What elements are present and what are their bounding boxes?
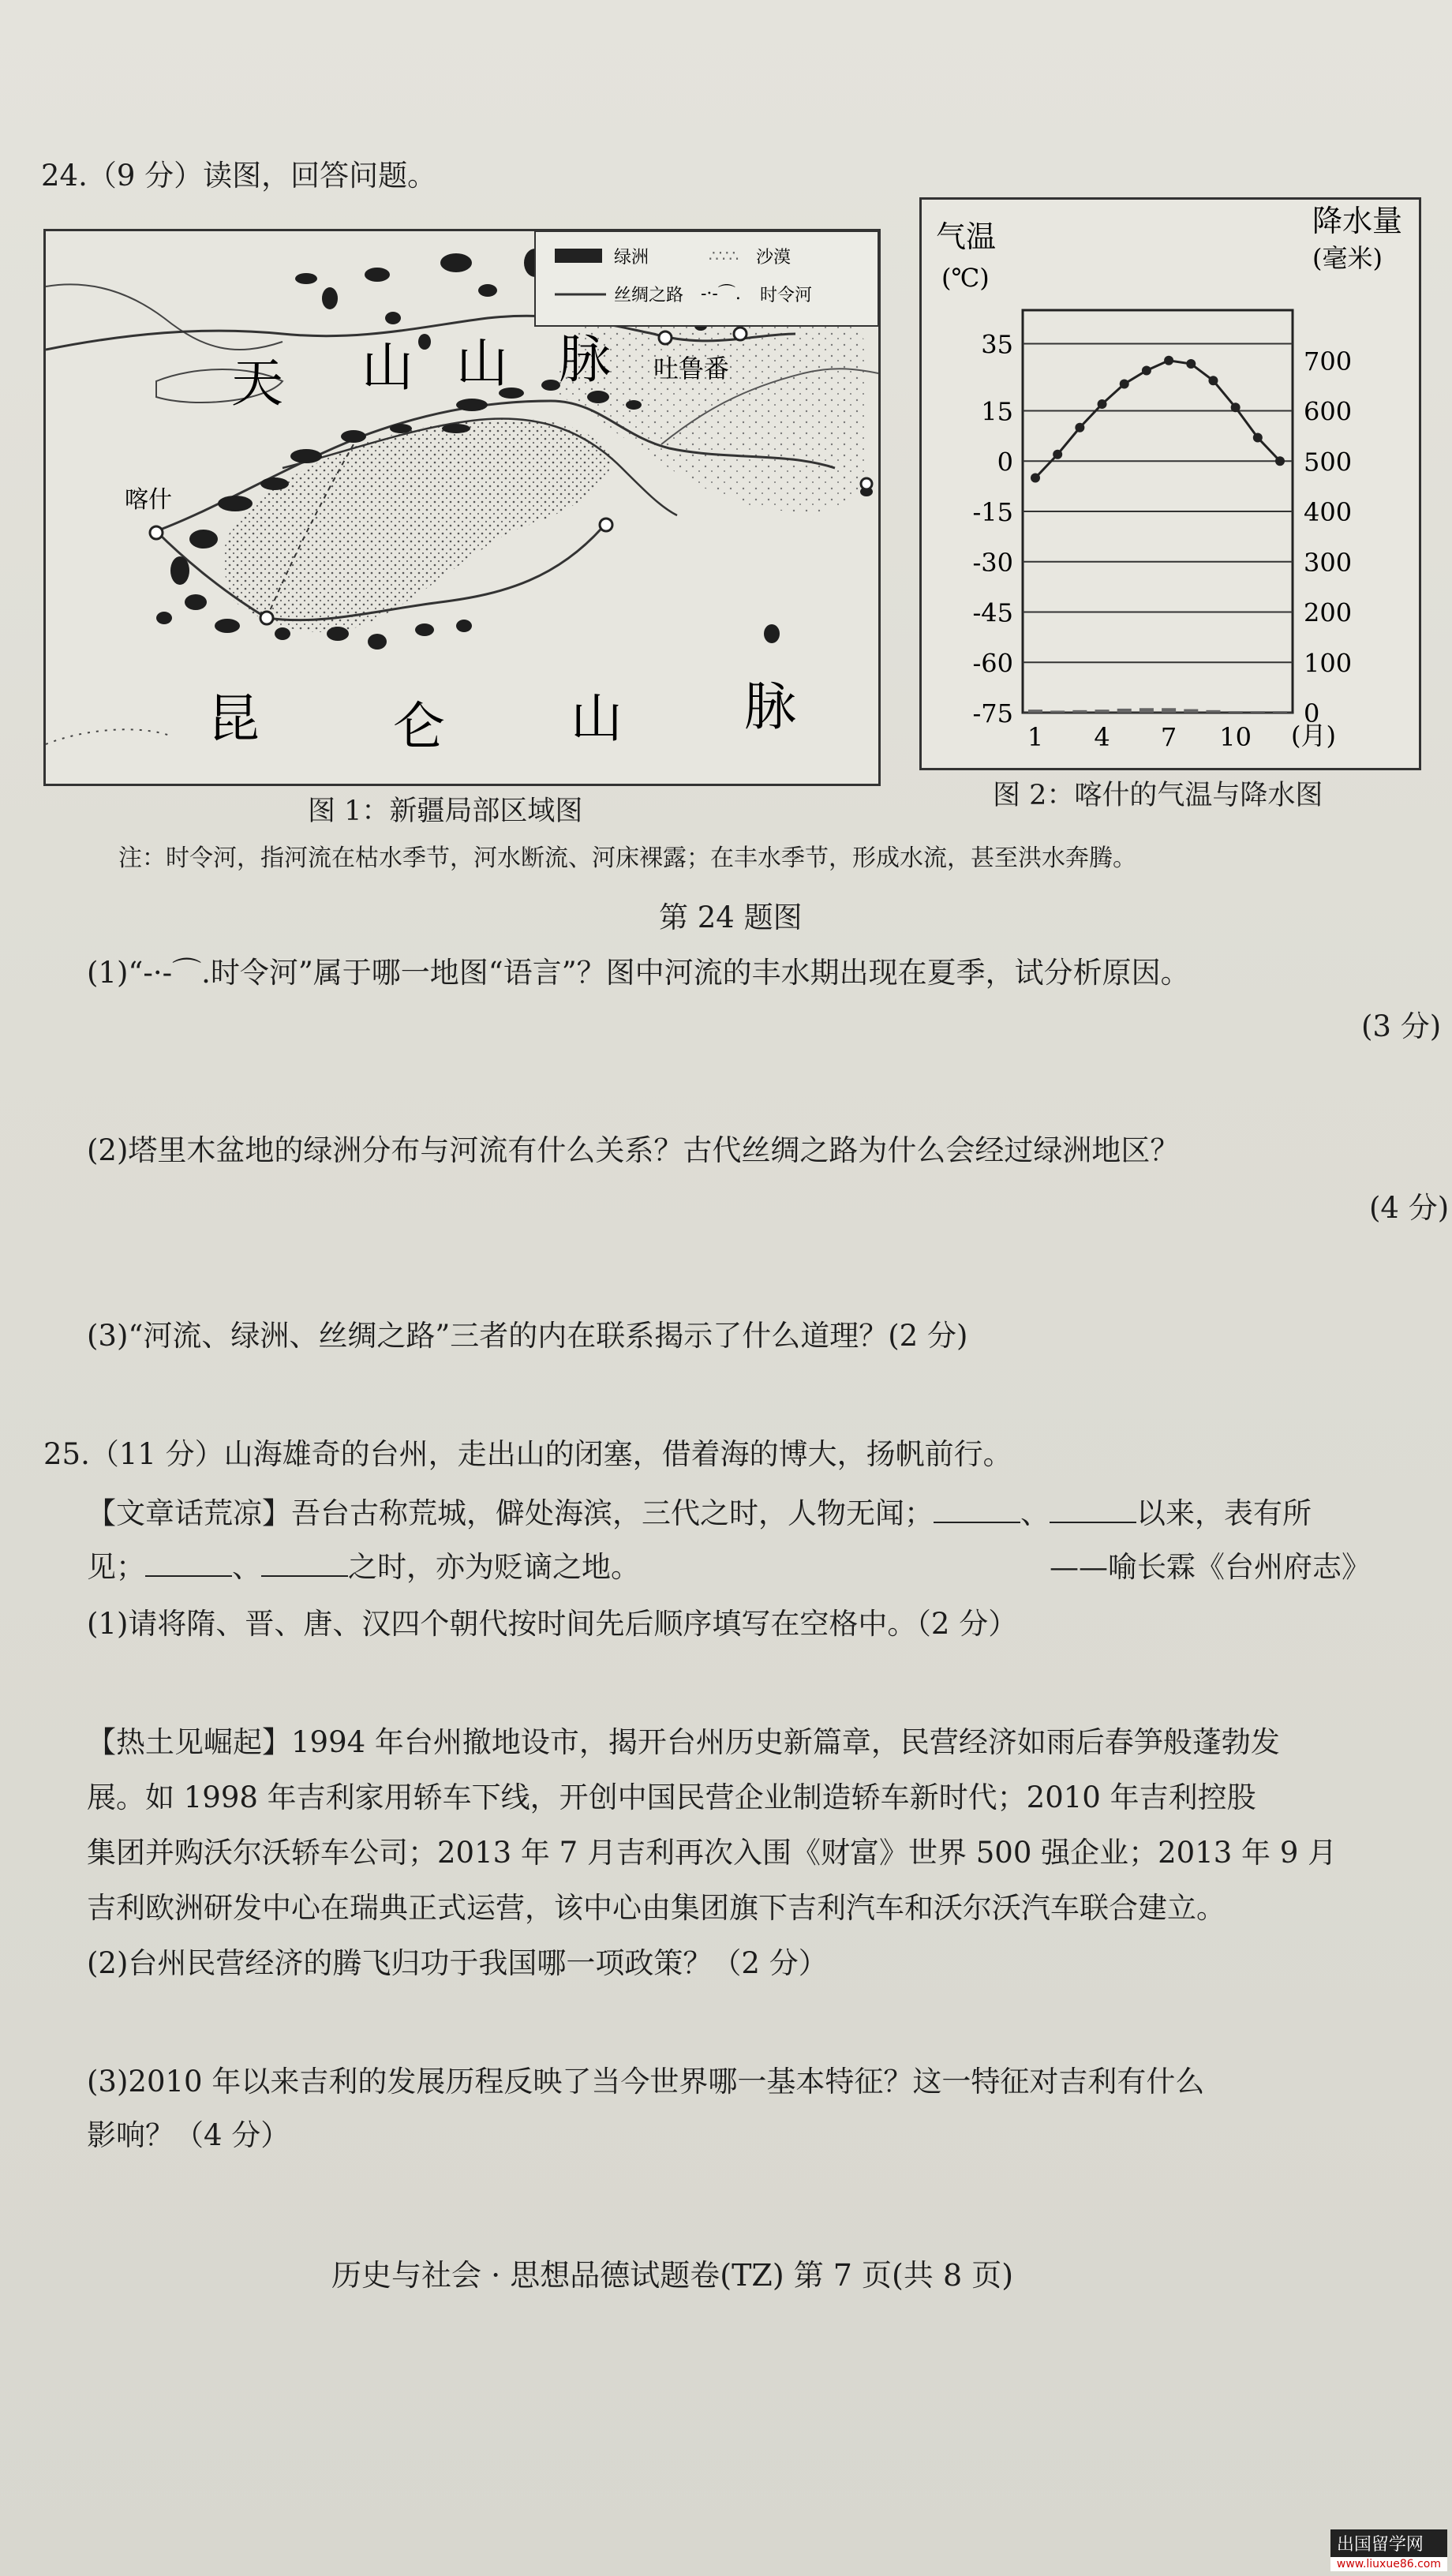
blank-separator: 、 bbox=[232, 1550, 261, 1584]
precip-bar bbox=[1140, 708, 1154, 713]
blank-2[interactable] bbox=[1050, 1521, 1136, 1523]
precip-bar bbox=[1273, 711, 1287, 713]
month-tick-label: 4 bbox=[1094, 722, 1110, 752]
q25-wenzhang-text-c: 见； bbox=[87, 1550, 145, 1584]
precip-bar bbox=[1117, 709, 1132, 713]
temperature-point bbox=[1186, 359, 1196, 369]
q25-wenzhang-text-a: 【文章话荒凉】吾台古称荒城，僻处海滨，三代之时，人物无闻； bbox=[87, 1496, 934, 1530]
temperature-point bbox=[1120, 380, 1129, 389]
label-kunlun-4: 脉 bbox=[744, 676, 796, 737]
temp-tick-label: -75 bbox=[972, 698, 1013, 728]
temperature-point bbox=[1164, 356, 1173, 365]
precip-tick-label: 300 bbox=[1304, 547, 1353, 578]
q24-part1 bbox=[87, 951, 1190, 995]
precip-bar bbox=[1251, 711, 1265, 713]
caption-figure-1: 图 1：新疆局部区域图 bbox=[308, 796, 583, 827]
q25-part2: (2)台州民营经济的腾飞归功于我国哪一项政策？（2 分） bbox=[87, 1946, 828, 1980]
q24-header: 24.（9 分）读图，回答问题。 bbox=[41, 159, 437, 193]
temperature-point bbox=[1053, 450, 1062, 459]
caption-figure-2: 图 2：喀什的气温与降水图 bbox=[993, 780, 1323, 811]
q24-part3: (3)“河流、绿洲、丝绸之路”三者的内在联系揭示了什么道理？(2 分) bbox=[87, 1319, 968, 1353]
blank-4[interactable] bbox=[261, 1574, 348, 1577]
temp-tick-label: 0 bbox=[997, 447, 1013, 477]
temp-tick-label: -45 bbox=[972, 597, 1013, 628]
label-tianshan-1: 天 bbox=[231, 353, 283, 414]
temp-tick-label: -15 bbox=[972, 497, 1013, 527]
q25-part1: (1)请将隋、晋、唐、汉四个朝代按时间先后顺序填写在空格中。（2 分） bbox=[87, 1607, 1018, 1641]
blank-3[interactable] bbox=[145, 1574, 232, 1577]
temperature-point bbox=[1208, 376, 1218, 385]
temperature-point bbox=[1231, 402, 1241, 412]
q25-wenzhang-line2 bbox=[87, 1545, 640, 1589]
q24-part1-pre: (1)“ bbox=[87, 956, 144, 990]
month-tick-label: 10 bbox=[1219, 722, 1252, 752]
temperature-point bbox=[1142, 366, 1151, 376]
legend-seasonal-label: 时令河 bbox=[760, 286, 813, 305]
precip-tick-label: 200 bbox=[1304, 597, 1353, 628]
seasonal-river-symbol: -·-⌒. bbox=[143, 956, 211, 990]
temperature-point bbox=[1253, 433, 1263, 443]
precip-bar bbox=[1028, 710, 1042, 713]
blank-separator: 、 bbox=[1020, 1496, 1050, 1530]
map-svg bbox=[46, 231, 878, 784]
precip-tick-label: 0 bbox=[1304, 698, 1320, 728]
q25-wenzhang-text-b: 以来，表有所 bbox=[1136, 1496, 1312, 1530]
blank-1[interactable] bbox=[934, 1521, 1020, 1523]
temp-tick-label: 35 bbox=[981, 329, 1013, 360]
label-tianshan-4: 脉 bbox=[559, 329, 611, 390]
q25-source: ——喻长霖《台州府志》 bbox=[1050, 1550, 1371, 1584]
month-axis-unit: (月) bbox=[1291, 721, 1336, 751]
precip-tick-label: 700 bbox=[1304, 346, 1353, 376]
precip-bar bbox=[1229, 711, 1243, 713]
q25-reading-line3: 集团并购沃尔沃轿车公司；2013 年 7 月吉利再次入围《财富》世界 500 强企业；2013 年 9 月 bbox=[87, 1836, 1338, 1870]
temp-tick-label: -30 bbox=[972, 547, 1013, 578]
page-footer: 历史与社会 · 思想品德试题卷(TZ) 第 7 页(共 8 页) bbox=[331, 2258, 1014, 2293]
q25-part3-line2: 影响？（4 分） bbox=[87, 2118, 290, 2152]
q25-wenzhang-text-d: 之时，亦为贬谪之地。 bbox=[348, 1550, 640, 1584]
precip-tick-label: 500 bbox=[1304, 447, 1353, 477]
precip-bar bbox=[1095, 710, 1110, 713]
legend-oasis-swatch bbox=[555, 249, 602, 263]
watermark-text: 出国留学网 bbox=[1330, 2529, 1447, 2557]
label-kunlun-1: 昆 bbox=[208, 688, 260, 749]
legend-desert-swatch: ∴∵∴ bbox=[709, 246, 739, 265]
q25-reading-line2: 展。如 1998 年吉利家用轿车下线，开创中国民营企业制造轿车新时代；2010 年吉利控股 bbox=[87, 1780, 1256, 1814]
q24-part2: (2)塔里木盆地的绿洲分布与河流有什么关系？古代丝绸之路为什么会经过绿洲地区？ bbox=[87, 1133, 1180, 1167]
legend-desert-label: 沙漠 bbox=[756, 248, 791, 268]
precip-axis-title: 降水量 bbox=[1312, 204, 1403, 238]
watermark-logo bbox=[1330, 2529, 1447, 2571]
climate-svg bbox=[922, 200, 1419, 768]
label-kunlun-2: 仑 bbox=[393, 696, 445, 757]
label-turpan: 吐鲁番 bbox=[653, 354, 730, 384]
precip-bar bbox=[1184, 710, 1198, 713]
precip-bar bbox=[1206, 710, 1220, 713]
figure-note: 注：时令河，指河流在枯水季节，河水断流、河床裸露；在丰水季节，形成水流，甚至洪水奔腾。 bbox=[118, 844, 1136, 872]
temperature-point bbox=[1075, 423, 1084, 432]
kashgar-climate-chart bbox=[919, 197, 1421, 770]
month-tick-label: 7 bbox=[1160, 722, 1177, 752]
precip-tick-label: 100 bbox=[1304, 648, 1353, 679]
legend-seasonal-swatch: -·-⌒. bbox=[701, 284, 741, 304]
legend-silkroad-label: 丝绸之路 bbox=[614, 286, 684, 305]
label-kashgar: 喀什 bbox=[125, 486, 172, 514]
q25-header: 25.（11 分）山海雄奇的台州，走出山的闭塞，借着海的博大，扬帆前行。 bbox=[43, 1437, 1012, 1471]
q24-part1-text: 时令河”属于哪一地图“语言”？图中河流的丰水期出现在夏季，试分析原因。 bbox=[210, 956, 1190, 990]
temp-axis-title: 气温 bbox=[936, 219, 997, 254]
q24-part2-score: (4 分) bbox=[1369, 1191, 1450, 1225]
temp-tick-label: -60 bbox=[972, 648, 1013, 679]
label-kunlun-3: 山 bbox=[571, 688, 623, 749]
plot-layer bbox=[972, 310, 1352, 752]
precip-bar bbox=[1050, 710, 1065, 713]
temperature-point bbox=[1275, 456, 1285, 466]
xinjiang-map bbox=[43, 229, 881, 786]
q25-wenzhang-line1 bbox=[87, 1492, 1312, 1536]
precip-axis-unit: (毫米) bbox=[1312, 243, 1383, 273]
temperature-point bbox=[1098, 399, 1107, 409]
q24-part1-score: (3 分) bbox=[1361, 1009, 1442, 1043]
temperature-line bbox=[1035, 361, 1280, 478]
precip-bar bbox=[1072, 710, 1087, 713]
q25-reading-line4: 吉利欧洲研发中心在瑞典正式运营，该中心由集团旗下吉利汽车和沃尔沃汽车联合建立。 bbox=[87, 1891, 1226, 1925]
label-tianshan-2: 山 bbox=[361, 337, 414, 398]
label-tianshan-3: 山 bbox=[456, 333, 508, 394]
q25-reading-line1: 【热土见崛起】1994 年台州撤地设市，揭开台州历史新篇章，民营经济如雨后春笋般蓬勃发 bbox=[87, 1725, 1280, 1759]
q25-part3-line1: (3)2010 年以来吉利的发展历程反映了当今世界哪一基本特征？这一特征对吉利有什么 bbox=[87, 2065, 1205, 2099]
temperature-point bbox=[1031, 474, 1040, 483]
precip-tick-label: 600 bbox=[1304, 396, 1353, 427]
precip-tick-label: 400 bbox=[1304, 497, 1353, 527]
temp-tick-label: 15 bbox=[981, 396, 1013, 427]
figure-title: 第 24 题图 bbox=[659, 900, 803, 934]
precip-bar bbox=[1162, 708, 1176, 713]
legend-oasis-label: 绿洲 bbox=[614, 248, 649, 268]
month-tick-label: 1 bbox=[1027, 722, 1044, 752]
watermark-url: www.liuxue86.com bbox=[1330, 2557, 1447, 2571]
temp-axis-unit: (℃) bbox=[941, 263, 990, 293]
legend-box bbox=[535, 231, 878, 326]
